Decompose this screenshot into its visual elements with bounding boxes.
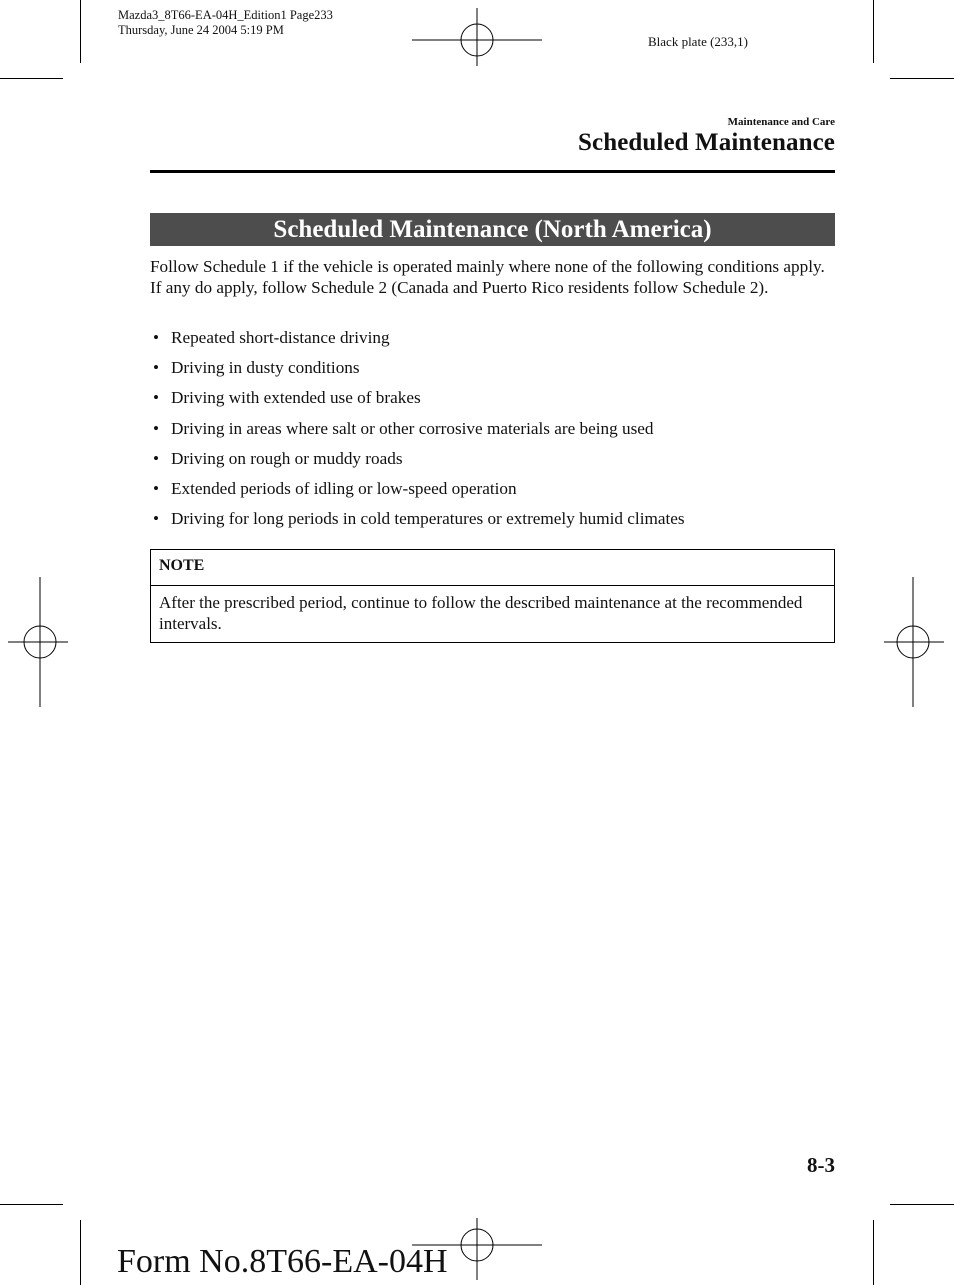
note-title: NOTE: [159, 557, 205, 574]
note-header: [151, 550, 834, 586]
list-item-text: Repeated short-distance driving: [171, 328, 390, 347]
bullet-icon: •: [153, 418, 160, 438]
registration-mark-icon: [412, 8, 542, 66]
crop-mark: [890, 78, 954, 79]
crop-mark: [80, 1220, 81, 1285]
bullet-icon: •: [153, 358, 160, 378]
note-body: After the prescribed period, continue to follow the described maintenance at the recommended intervals.: [159, 593, 803, 633]
bullet-icon: •: [153, 388, 160, 408]
list-item: [150, 327, 840, 357]
crop-mark: [890, 1204, 954, 1205]
crop-mark: [873, 1220, 874, 1285]
list-item-text: Driving in dusty conditions: [171, 358, 360, 378]
page-title: Scheduled Maintenance: [578, 129, 835, 156]
list-item-text: Driving on rough or muddy roads: [171, 448, 403, 468]
bullet-icon: •: [153, 448, 160, 468]
list-item: [150, 357, 840, 387]
bullet-icon: •: [153, 478, 160, 498]
crop-mark: [0, 78, 63, 79]
list-item-text: Extended periods of idling or low-speed operation: [171, 478, 517, 498]
intro-paragraph: Follow Schedule 1 if the vehicle is operated mainly where none of the following conditions apply.: [150, 257, 825, 276]
registration-mark-icon: [8, 577, 68, 707]
crop-mark: [80, 0, 81, 63]
list-item: [150, 508, 840, 538]
bullet-icon: •: [153, 509, 160, 529]
intro-text: [150, 257, 840, 298]
crop-mark: [873, 0, 874, 63]
intro-paragraph: If any do apply, follow Schedule 2 (Canada and Puerto Rico residents follow Schedule 2).: [150, 277, 769, 297]
list-item: [150, 448, 840, 478]
print-date-line: Thursday, June 24 2004 5:19 PM: [118, 23, 284, 37]
conditions-list: [150, 327, 840, 538]
print-file-line: Mazda3_8T66-EA-04H_Edition1 Page233: [118, 8, 333, 22]
bullet-icon: •: [153, 328, 160, 347]
heading-rule: [150, 170, 835, 173]
section-label: Maintenance and Care: [727, 116, 835, 128]
form-number: Form No.8T66-EA-04H: [117, 1243, 448, 1280]
list-item: [150, 478, 840, 508]
print-metadata: [118, 8, 333, 38]
plate-label: Black plate (233,1): [648, 34, 748, 49]
list-item-text: Driving with extended use of brakes: [171, 388, 421, 408]
note-box: [150, 549, 835, 643]
registration-mark-icon: [884, 577, 944, 707]
section-banner: Scheduled Maintenance (North America): [150, 213, 835, 246]
crop-mark: [0, 1204, 63, 1205]
list-item: [150, 418, 840, 448]
list-item-text: Driving for long periods in cold temperatures or extremely humid climates: [171, 509, 685, 529]
list-item: [150, 387, 840, 417]
list-item-text: Driving in areas where salt or other corrosive materials are being used: [171, 418, 654, 438]
page-number: 8-3: [807, 1153, 835, 1177]
